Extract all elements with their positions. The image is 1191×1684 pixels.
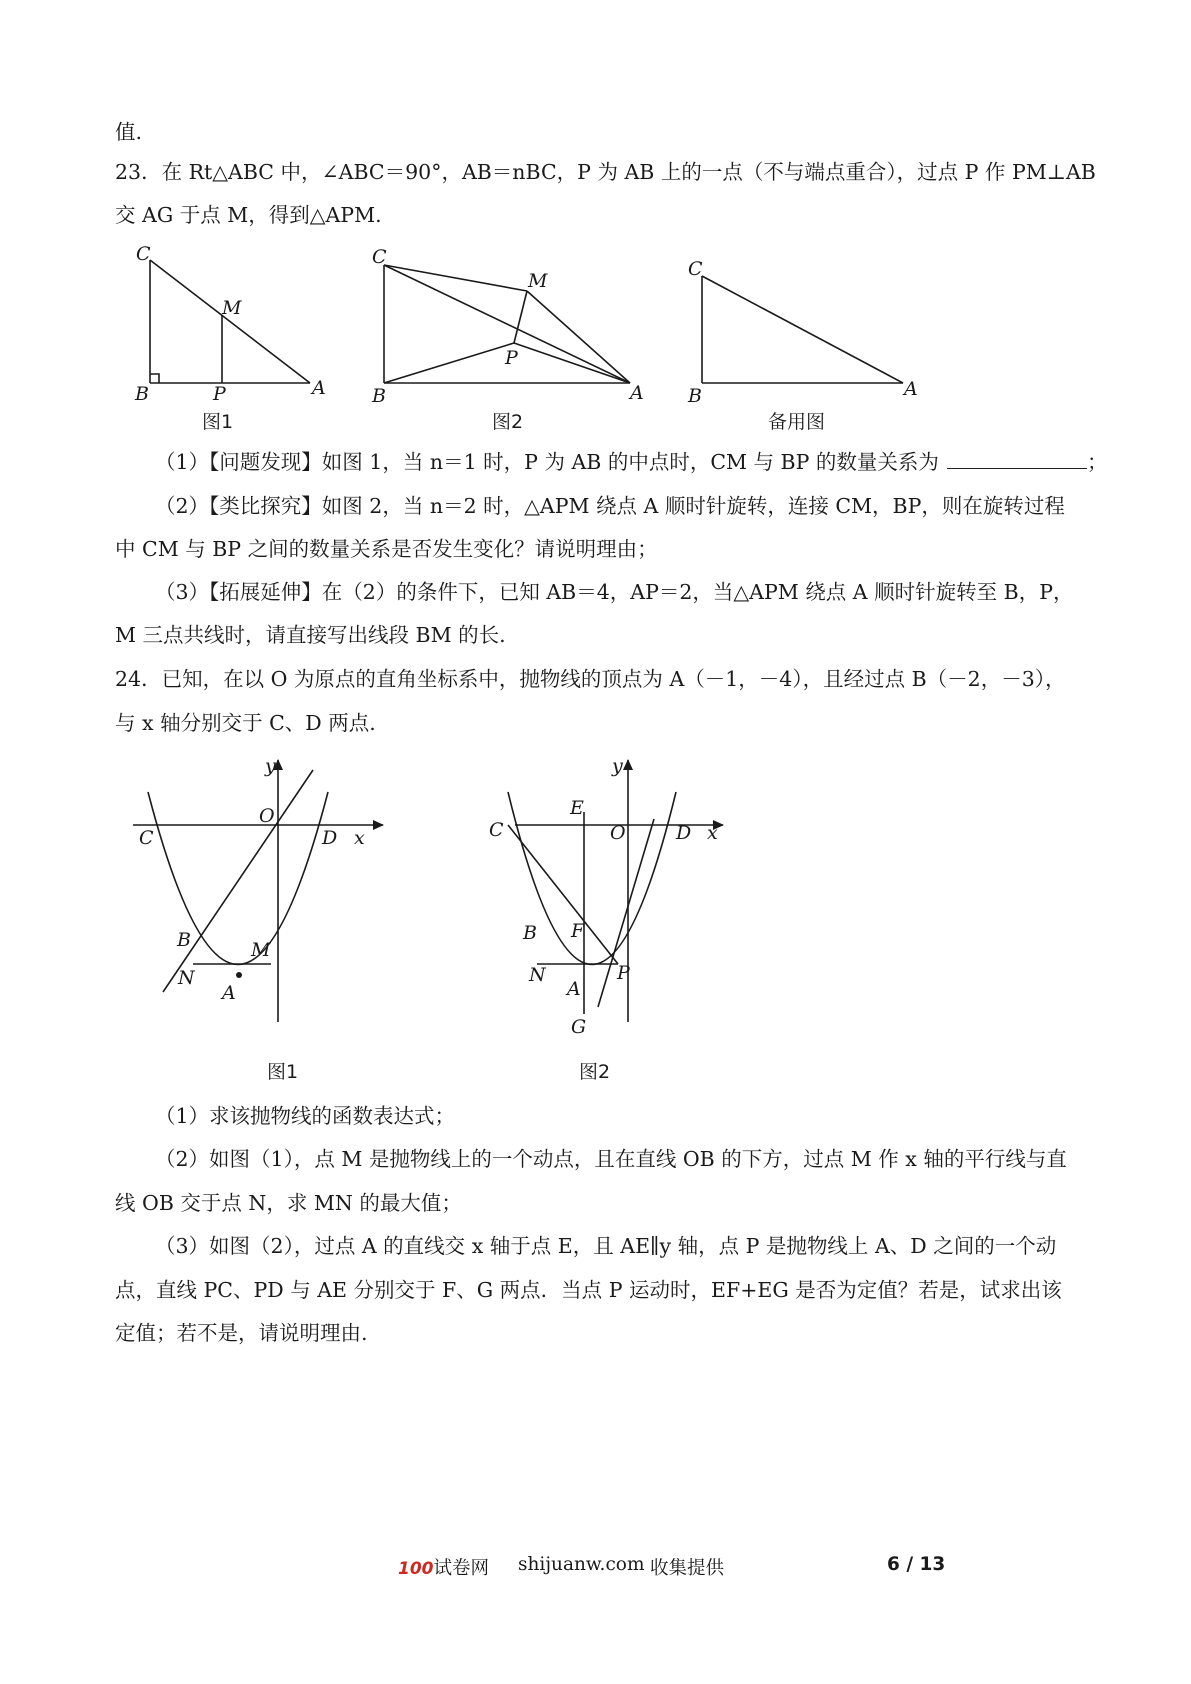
question-23-stem-cont: 交 AG 于点 M，得到△APM. bbox=[115, 203, 382, 227]
label-P: P bbox=[617, 962, 630, 984]
page-number: 6 / 13 bbox=[887, 1554, 946, 1575]
label-B: B bbox=[688, 385, 702, 407]
question-24-stem-cont: 与 x 轴分别交于 C、D 两点. bbox=[115, 711, 376, 735]
label-O: O bbox=[259, 805, 275, 827]
label-B: B bbox=[372, 385, 386, 407]
label-N: N bbox=[178, 967, 195, 989]
figure-caption: 图1 bbox=[202, 411, 234, 433]
figure-23-spare bbox=[686, 238, 946, 442]
label-B: B bbox=[523, 922, 537, 944]
part-text-end: ； bbox=[1086, 450, 1108, 474]
label-M: M bbox=[528, 270, 548, 292]
label-A: A bbox=[222, 982, 236, 1004]
label-y: y bbox=[612, 755, 623, 777]
question-23-part-3-cont: M 三点共线时，请直接写出线段 BM 的长. bbox=[115, 623, 506, 647]
question-23-part-2: （2）【类比探究】如图 2，当 n＝2 时，△APM 绕点 A 顺时针旋转，连接 CM，BP，则在旋转过程 bbox=[155, 494, 1065, 518]
label-A: A bbox=[904, 378, 918, 400]
label-M: M bbox=[222, 297, 242, 319]
figure-caption: 备用图 bbox=[768, 411, 826, 433]
question-24-part-2: （2）如图（1），点 M 是抛物线上的一个动点，且在直线 OB 的下方，过点 M 作 x 轴的平行线与直 bbox=[155, 1147, 1067, 1171]
label-F: F bbox=[571, 920, 585, 942]
label-C: C bbox=[139, 827, 154, 849]
label-C: C bbox=[688, 258, 703, 280]
label-B: B bbox=[135, 383, 149, 405]
site-logo: 100 bbox=[398, 1559, 434, 1579]
label-A: A bbox=[312, 377, 326, 399]
label-O: O bbox=[610, 822, 626, 844]
label-x: x bbox=[707, 822, 718, 844]
label-A: A bbox=[630, 382, 644, 404]
figure-caption: 图2 bbox=[492, 411, 524, 433]
footer-url[interactable]: shijuanw.com bbox=[518, 1554, 645, 1575]
question-23-part-3: （3）【拓展延伸】在（2）的条件下，已知 AB＝4，AP＝2，当△APM 绕点 A 顺时针旋转至 B，P， bbox=[155, 580, 1074, 604]
figure-24-2 bbox=[489, 752, 760, 1096]
label-A: A bbox=[567, 978, 581, 1000]
site-name: 试卷网 bbox=[433, 1558, 490, 1579]
question-23-part-1 bbox=[155, 448, 1107, 476]
label-P: P bbox=[213, 383, 226, 405]
question-24-part-3-cont: 点，直线 PC、PD 与 AE 分别交于 F、G 两点．当点 P 运动时，EF+EG 是否为定值？若是，试求出该 bbox=[115, 1278, 1062, 1302]
label-P: P bbox=[505, 347, 518, 369]
label-E: E bbox=[570, 797, 584, 819]
part-text: （1）【问题发现】如图 1，当 n＝1 时，P 为 AB 的中点时，CM 与 BP 的数量关系为 bbox=[155, 450, 939, 474]
question-24-part-2-cont: 线 OB 交于点 N，求 MN 的最大值； bbox=[115, 1191, 462, 1215]
label-D: D bbox=[322, 827, 338, 849]
label-C: C bbox=[136, 243, 151, 265]
label-G: G bbox=[571, 1016, 587, 1038]
label-x: x bbox=[354, 827, 365, 849]
label-C: C bbox=[372, 246, 387, 268]
label-C: C bbox=[489, 819, 504, 841]
footer-note: 收集提供 bbox=[650, 1558, 725, 1579]
label-N: N bbox=[529, 964, 546, 986]
text-line: 值. bbox=[115, 120, 143, 144]
question-24-part-3: （3）如图（2），过点 A 的直线交 x 轴于点 E，且 AE∥y 轴，点 P 是抛物线上 A、D 之间的一个动 bbox=[155, 1234, 1057, 1258]
question-24-stem: 24．已知，在以 O 为原点的直角坐标系中，抛物线的顶点为 A（－1，－4），且经过点 B（－2，－3）， bbox=[115, 667, 1066, 691]
figure-23-1 bbox=[130, 238, 340, 442]
label-M: M bbox=[251, 939, 271, 961]
question-24-part-3-end: 定值；若不是，请说明理由. bbox=[115, 1321, 368, 1345]
figure-caption: 图2 bbox=[579, 1061, 611, 1083]
label-D: D bbox=[676, 822, 692, 844]
label-y: y bbox=[265, 755, 276, 777]
figure-24-1 bbox=[125, 752, 405, 1096]
question-23-stem: 23．在 Rt△ABC 中，∠ABC＝90°，AB＝nBC，P 为 AB 上的一点（不与端点重合），过点 P 作 PM⊥AB bbox=[115, 160, 1096, 184]
figure-caption: 图1 bbox=[267, 1061, 299, 1083]
question-24-part-1: （1）求该抛物线的函数表达式； bbox=[155, 1104, 456, 1128]
label-B: B bbox=[177, 929, 191, 951]
footer-brand bbox=[398, 1554, 489, 1580]
answer-blank bbox=[947, 450, 1087, 469]
figure-23-2 bbox=[368, 238, 668, 442]
question-23-part-2-cont: 中 CM 与 BP 之间的数量关系是否发生变化？请说明理由； bbox=[115, 537, 658, 561]
